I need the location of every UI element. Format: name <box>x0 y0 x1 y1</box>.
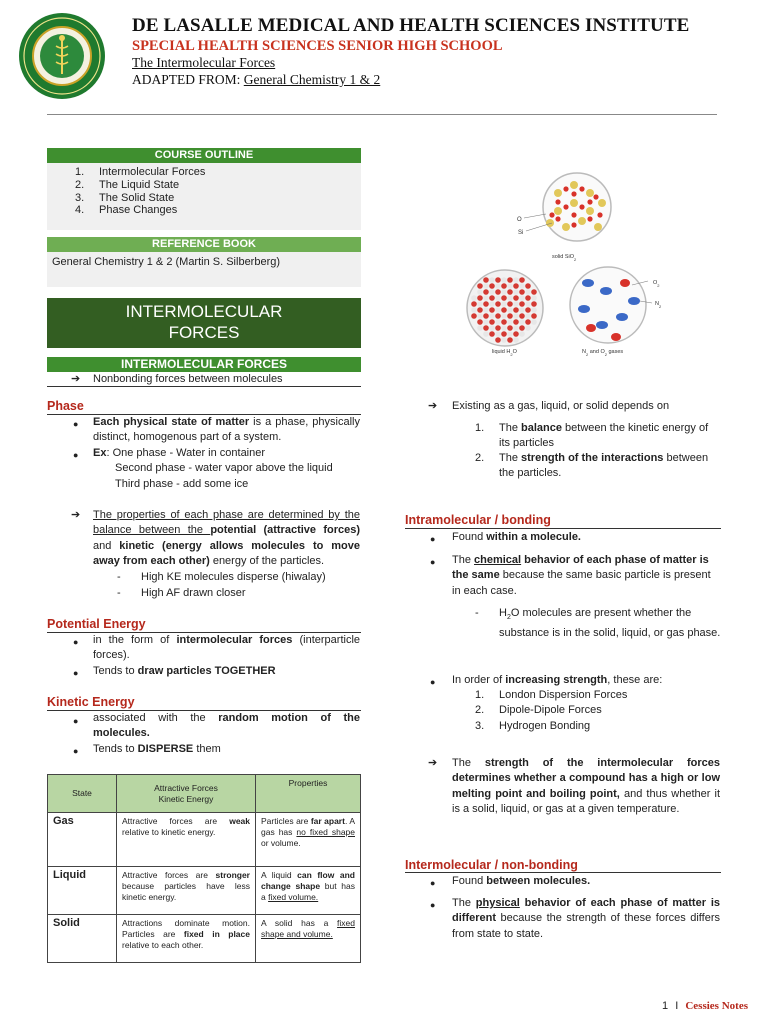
section-title <box>47 298 361 348</box>
course-outline-heading: COURSE OUTLINE <box>47 148 361 163</box>
institute-name: DE LASALLE MEDICAL AND HEALTH SCIENCES INSTITUTE <box>132 15 690 36</box>
course-outline-list <box>47 163 361 217</box>
table-row <box>48 915 361 963</box>
list-item: 2. Dipole-Dipole Forces <box>475 704 602 717</box>
document-topic: The Intermolecular Forces <box>132 55 276 70</box>
bullet-icon: ● <box>73 668 79 678</box>
label-o: O <box>517 217 522 223</box>
course-outline-box <box>47 163 361 230</box>
inter-bullet-1: Found between molecules. <box>452 875 591 887</box>
bullet-icon: ● <box>73 450 79 460</box>
arrow-icon: ➔ <box>428 400 438 412</box>
page-footer <box>662 1000 748 1012</box>
depends-item-2: 2. The strength of the interactions between the particles. <box>475 452 709 480</box>
kinetic-energy-heading: Kinetic Energy <box>47 695 135 709</box>
list-item: 2. The Liquid State <box>75 178 180 191</box>
potential-bullet-2: Tends to draw particles TOGETHER <box>93 665 276 677</box>
list-item: 3. The Solid State <box>75 191 175 204</box>
kinetic-bullet-1: associated with the random motion of the molecules. <box>93 712 360 740</box>
header-properties: Properties <box>256 775 361 813</box>
dash-item-2: - High AF drawn closer <box>117 587 246 599</box>
phase-heading: Phase <box>47 399 84 413</box>
dash-item-1: - High KE molecules disperse (hiwalay) <box>117 571 326 583</box>
h2o-note: - $H_2O$ molecules are present whether the substance is in the solid, liquid, or gas phase. <box>475 607 721 639</box>
reference-book-heading: REFERENCE BOOK <box>47 237 361 252</box>
table-row <box>48 867 361 915</box>
depends-item-1: 1. The balance between the kinetic energy of its particles <box>475 422 709 450</box>
divider <box>405 872 721 873</box>
adapted-from-line <box>132 72 380 88</box>
forces-cell: Attractive forces are weak relative to kinetic energy. <box>117 813 256 867</box>
states-table <box>47 774 361 963</box>
forces-cell: Attractive forces are stronger because particles have less kinetic energy. <box>117 867 256 915</box>
intra-bullet-1: Found within a molecule. <box>452 531 581 543</box>
label-si: Si <box>518 230 524 236</box>
state-cell: Solid <box>48 915 117 963</box>
header-divider <box>47 114 717 115</box>
kinetic-bullet-2: Tends to DISPERSE them <box>93 743 221 755</box>
state-cell: Gas <box>48 813 117 867</box>
forces-cell: Attractions dominate motion. Particles are fixed in place relative to each other. <box>117 915 256 963</box>
intermolecular-forces-bar: INTERMOLECULAR FORCES <box>47 357 361 372</box>
intra-bullet-2: The chemical behavior of each phase of matter is the same because the same basic particle is present in each case. <box>452 554 711 597</box>
footer-separator: I <box>675 1000 679 1012</box>
state-cell: Liquid <box>48 867 117 915</box>
arrow-icon: ➔ <box>428 757 438 769</box>
arrow-icon: ➔ <box>71 373 81 385</box>
label-n2: $N_2$ <box>655 301 662 309</box>
header-forces: Attractive Forces Kinetic Energy <box>117 775 256 813</box>
definition-line <box>47 372 361 386</box>
arrow-icon: ➔ <box>71 509 81 521</box>
order-intro: In order of increasing strength, these are: <box>452 674 663 686</box>
existing-text: Existing as a gas, liquid, or solid depends on <box>452 400 670 412</box>
header-state: State <box>48 775 117 813</box>
divider <box>47 386 361 387</box>
adapted-source: General Chemistry 1 & 2 <box>243 72 381 87</box>
bullet-icon: ● <box>430 534 436 544</box>
bullet-icon: ● <box>73 419 79 429</box>
section-title-line1: INTERMOLECULAR <box>125 302 283 321</box>
properties-cell: A solid has a fixed shape and volume. <box>256 915 361 963</box>
page-number: 1 <box>662 1000 669 1012</box>
bullet-icon: ● <box>430 557 436 567</box>
label-liquid: liquid $H_2O$ <box>492 349 517 357</box>
strength-paragraph: The strength of the intermolecular forces determines whether a compound has a high or low melting point and boiling point, and thus whether it is a solid, liquid, or gas at a given temperature. <box>452 757 720 816</box>
inter-bullet-2: The physical behavior of each phase of matter is different because the strength of these forces differs from state to state. <box>452 897 720 940</box>
order-list <box>475 688 721 734</box>
bullet-icon: ● <box>430 677 436 687</box>
school-seal-logo <box>18 12 106 100</box>
properties-cell: A liquid can flow and change shape but has a fixed volume. <box>256 867 361 915</box>
bullet-icon: ● <box>430 878 436 888</box>
list-item: 3. Hydrogen Bonding <box>475 719 591 732</box>
phase-properties-text: The properties of each phase are determined by the balance between the potential (attractive forces) and kinetic (energy allows molecules to move away from each other) energy of the particles. <box>93 509 360 568</box>
footer-notes-title: Cessies Notes <box>685 1000 748 1012</box>
potential-energy-heading: Potential Energy <box>47 617 146 631</box>
section-title-line2: FORCES <box>168 323 240 342</box>
states-of-matter-figure <box>460 165 690 360</box>
school-name: SPECIAL HEALTH SCIENCES SENIOR HIGH SCHOOL <box>132 38 503 54</box>
table-row <box>48 813 361 867</box>
label-o2: $O_2$ <box>653 280 660 288</box>
label-solid: solid SiO$_2$ <box>552 254 577 262</box>
phase-bullet-1: Each physical state of matter is a phase, physically distinct, homogenous part of a system. <box>93 416 360 444</box>
intramolecular-heading: Intramolecular / bonding <box>405 513 551 527</box>
potential-bullet-1: in the form of intermolecular forces (interparticle forces). <box>93 634 360 662</box>
definition-text: Nonbonding forces between molecules <box>93 373 283 385</box>
label-gas: $N_2$ and $O_2$ gases <box>582 349 624 357</box>
bullet-icon: ● <box>73 746 79 756</box>
intermolecular-heading: Intermolecular / non-bonding <box>405 858 578 872</box>
list-item: 4. Phase Changes <box>75 204 178 217</box>
reference-book-box <box>47 252 361 287</box>
divider <box>405 528 721 529</box>
bullet-icon: ● <box>430 900 436 910</box>
properties-cell: Particles are far apart. A gas has no fixed shape or volume. <box>256 813 361 867</box>
reference-book-text: General Chemistry 1 & 2 (Martin S. Silberberg) <box>52 256 281 268</box>
list-item: 1. London Dispersion Forces <box>475 689 628 701</box>
molecule-illustration <box>460 165 690 360</box>
adapted-prefix: ADAPTED FROM: <box>132 72 244 87</box>
list-item: 1. Intermolecular Forces <box>75 166 206 178</box>
bullet-icon: ● <box>73 637 79 647</box>
table-header-row <box>48 775 361 813</box>
bullet-icon: ● <box>73 716 79 726</box>
phase-example: Ex: One phase - Water in container Second phase - water vapor above the liquid Third phase - add some ice <box>93 447 333 490</box>
